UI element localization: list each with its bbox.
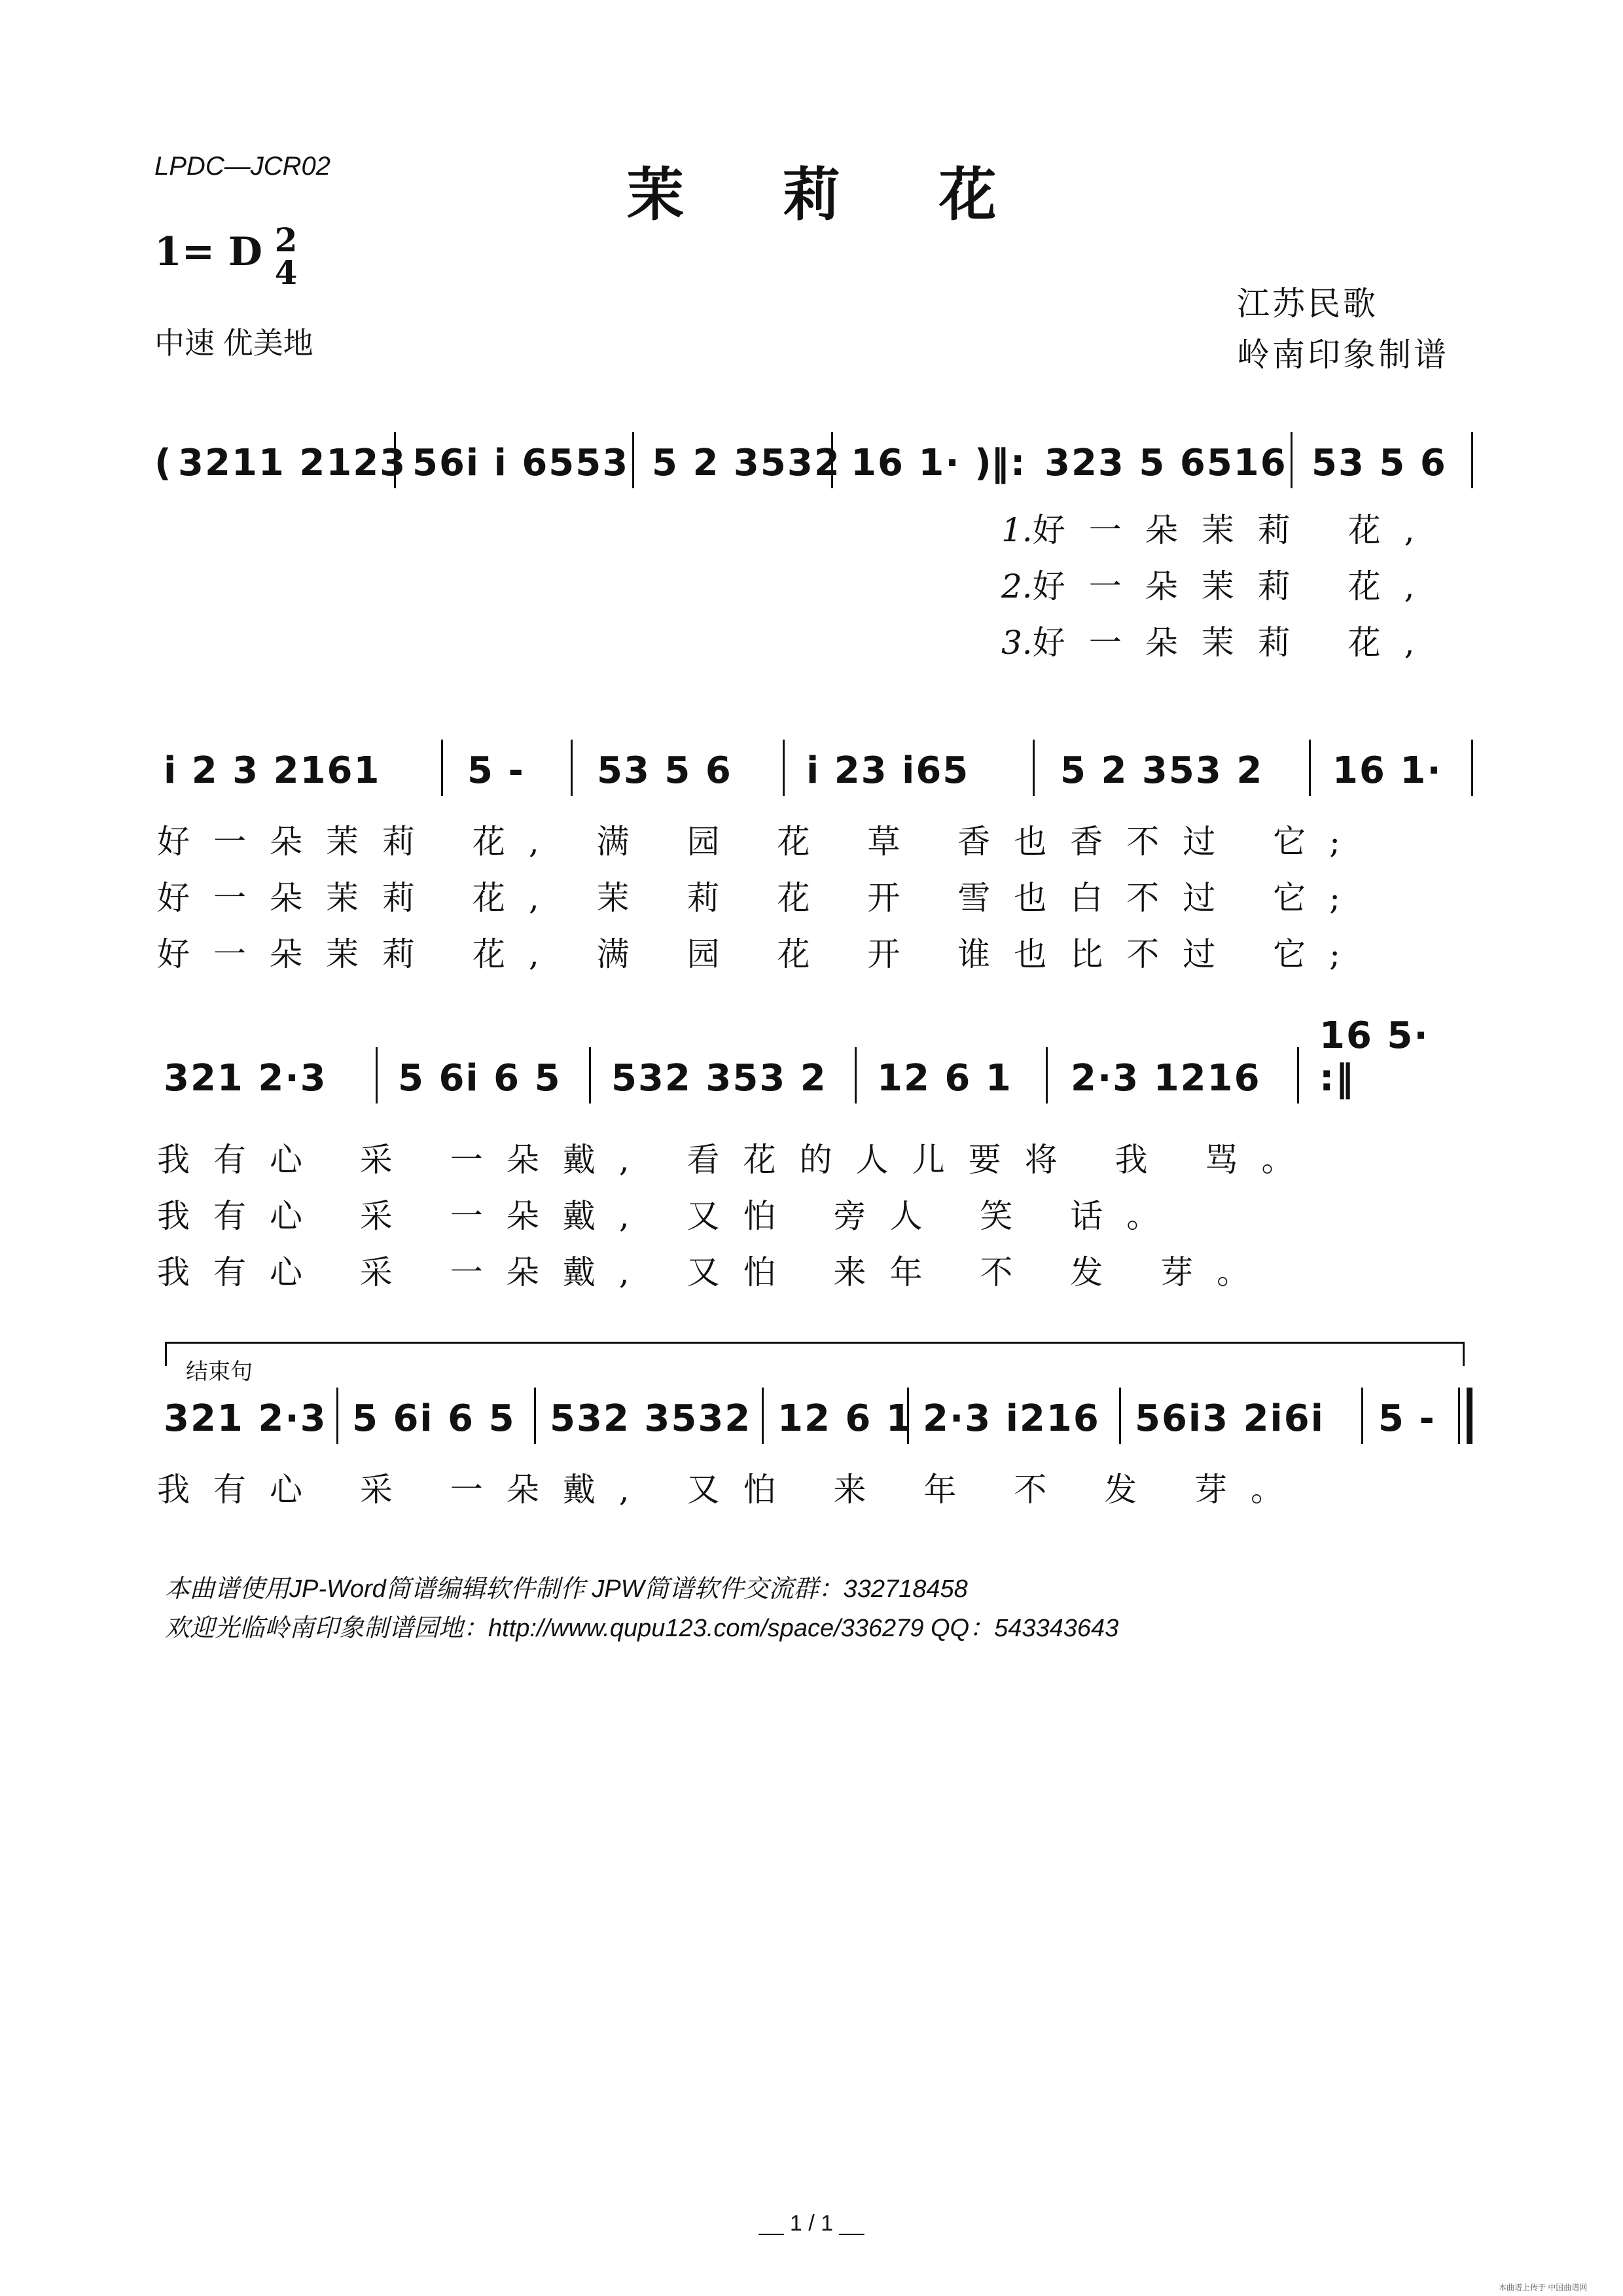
barline — [1033, 740, 1035, 796]
lyric-line: 3.好一朵茉莉 花, — [1001, 624, 1438, 662]
measure: 323 5 6516 — [1044, 442, 1287, 484]
barline — [1297, 1047, 1299, 1103]
measure: 5 - — [467, 749, 525, 792]
repeat-start-sign: ‖: — [991, 442, 1027, 484]
document-code: LPDC—JCR02 — [154, 152, 330, 181]
barline — [376, 1047, 378, 1103]
open-paren: ( — [154, 442, 173, 484]
barline — [831, 432, 833, 488]
lyric-line: 好一朵茉莉 花, 满 园 花 开 谁也比不过 它; — [157, 935, 1364, 973]
page-number: __ 1 / 1 __ — [758, 2211, 865, 2236]
staff-2 — [154, 713, 1471, 805]
measure: 56i3 2i6i — [1135, 1397, 1325, 1440]
software-credit: 本曲谱使用JP-Word简谱编辑软件制作 JPW简谱软件交流群：332718458 — [165, 1575, 968, 1603]
time-signature — [270, 221, 302, 292]
meter-numerator: 2 — [274, 221, 298, 259]
measure: 53 5 6 — [1311, 442, 1447, 484]
verse-number: 1. — [1001, 511, 1033, 549]
measure: 12 6 1 — [777, 1397, 913, 1440]
measure: 5 6i 6 5 — [352, 1397, 516, 1440]
lyric-line: 我有心 采 一朵戴, 又怕 旁人 笑 话。 — [157, 1197, 1183, 1235]
barline — [1471, 740, 1473, 796]
barline — [855, 1047, 857, 1103]
measure: 2·3 1216 — [1071, 1057, 1261, 1100]
lyric-line: 我有心 采 一朵戴, 又怕 来 年 不 发 芽。 — [157, 1471, 1308, 1509]
barline — [1291, 432, 1293, 488]
meter-denominator: 4 — [274, 253, 298, 292]
barline — [762, 1388, 764, 1444]
watermark: 本曲谱上传于 中国曲谱网 — [1499, 2283, 1588, 2292]
song-title: 茉 莉 花 — [626, 160, 1036, 228]
score-arranger: 岭南印象制谱 — [1237, 336, 1449, 374]
lyric-line: 我有心 采 一朵戴, 看花的人儿要将 我 骂。 — [157, 1141, 1318, 1179]
measure: 53 5 6 — [597, 749, 732, 792]
verse-number: 2. — [1001, 567, 1033, 605]
barline — [1309, 740, 1311, 796]
lyric-line: 好一朵茉莉 花, 满 园 花 草 香也香不过 它; — [157, 823, 1364, 861]
tempo-marking: 中速 优美地 — [154, 326, 313, 360]
barline — [907, 1388, 909, 1444]
final-barline — [1458, 1388, 1472, 1444]
barline — [534, 1388, 536, 1444]
measure: 16 5· :‖ — [1319, 1014, 1429, 1100]
measure: 321 2·3 — [164, 1397, 327, 1440]
measure: 532 3532 — [550, 1397, 752, 1440]
lyric-line: 好一朵茉莉 花, 茉 莉 花 开 雪也白不过 它; — [157, 879, 1364, 917]
barline — [441, 740, 443, 796]
staff-coda — [154, 1361, 1471, 1453]
barline — [571, 740, 573, 796]
barline — [1119, 1388, 1121, 1444]
barline — [783, 740, 785, 796]
measure: 56i i 6553 — [412, 442, 630, 484]
barline — [589, 1047, 591, 1103]
measure: 5 - — [1378, 1397, 1436, 1440]
barline — [1471, 432, 1473, 488]
barline — [1361, 1388, 1363, 1444]
lyric-line: 2.好一朵茉莉 花, — [1001, 567, 1438, 605]
coda-label: 结束句 — [186, 1359, 253, 1384]
measure: i 2 3 2161 — [164, 749, 381, 792]
measure: 5 2 3532 — [652, 442, 841, 484]
song-origin: 江苏民歌 — [1237, 285, 1378, 323]
measure: 3211 2123 — [178, 442, 407, 484]
measure: 2·3 i216 — [923, 1397, 1100, 1440]
barline — [394, 432, 396, 488]
measure: 5 2 353 2 — [1060, 749, 1264, 792]
key-signature: 1= D — [154, 229, 262, 275]
staff-1 — [154, 406, 1471, 497]
lyric-line: 1.好一朵茉莉 花, — [1001, 511, 1438, 549]
barline — [632, 432, 634, 488]
barline — [1046, 1047, 1048, 1103]
website-credit: 欢迎光临岭南印象制谱园地：http://www.qupu123.com/space/336279 QQ：543343643 — [165, 1615, 1119, 1642]
measure: 12 6 1 — [877, 1057, 1012, 1100]
lyric-line: 我有心 采 一朵戴, 又怕 来年 不 发 芽。 — [157, 1253, 1274, 1291]
measure: i 23 i65 — [806, 749, 970, 792]
measure: 321 2·3 — [164, 1057, 327, 1100]
measure: 16 1· — [1332, 749, 1442, 792]
measure: 5 6i 6 5 — [398, 1057, 562, 1100]
measure: 16 1· ) — [851, 442, 993, 484]
verse-number: 3. — [1001, 624, 1033, 662]
measure: 532 353 2 — [611, 1057, 827, 1100]
barline — [336, 1388, 338, 1444]
staff-3 — [154, 1014, 1471, 1113]
